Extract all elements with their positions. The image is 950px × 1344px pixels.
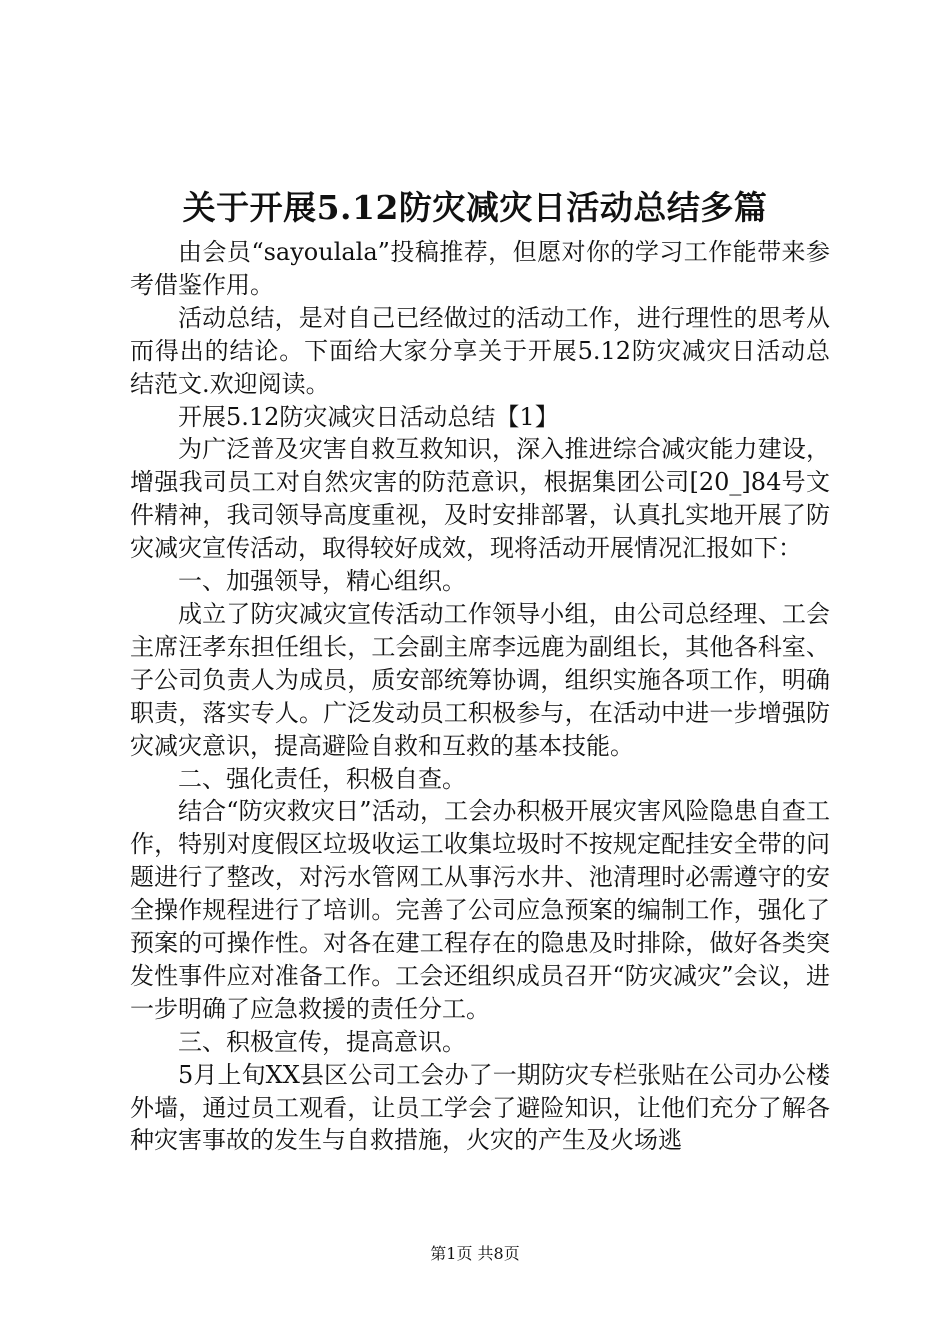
subheading-publicity: 三、积极宣传，提高意识。 [178,1027,466,1056]
subheading-leadership: 一、加强领导，精心组织。 [178,567,466,596]
paragraph-background: 为广泛普及灾害自救互救知识，深入推进综合减灾能力建设，增强我司员工对自然灾害的防范意识，根据集团公司[20_]84号文件精神，我司领导高度重视，及时安排部署，认真扎实地开展了防灾减灾宣传活动，取得较好成效，现将活动开展情况汇报如下： [130,435,830,563]
page-number: 第1页 共8页 [430,1244,520,1263]
section-heading-1: 开展5.12防灾减灾日活动总结【1】 [178,402,559,431]
paragraph-intro: 由会员“sayoulala”投稿推荐，但愿对你的学习工作能带来参考借鉴作用。 [130,238,830,299]
paragraph-summary-definition: 活动总结，是对自己已经做过的活动工作，进行理性的思考从而得出的结论。下面给大家分享关于开展5.12防灾减灾日活动总结范文.欢迎阅读。 [130,303,830,398]
paragraph-publicity: 5月上旬XX县区公司工会办了一期防灾专栏张贴在公司办公楼外墙，通过员工观看，让员工学会了避险知识，让他们充分了解各种灾害事故的发生与自救措施，火灾的产生及火场逃 [130,1060,830,1155]
paragraph-leadership: 成立了防灾减灾宣传活动工作领导小组，由公司总经理、工会主席汪孝东担任组长，工会副主席李远鹿为副组长，其他各科室、子公司负责人为成员，质安部统筹协调，组织实施各项工作，明确职责，落实专人。广泛发动员工积极参与，在活动中进一步增强防灾减灾意识，提高避险自救和互救的基本技能。 [130,599,830,760]
document-title: 关于开展5.12防灾减灾日活动总结多篇 [182,188,768,227]
subheading-responsibility: 二、强化责任，积极自查。 [178,764,466,793]
document-body [130,236,830,1157]
paragraph-responsibility: 结合“防灾救灾日”活动，工会办积极开展灾害风险隐患自查工作，特别对度假区垃圾收运工收集垃圾时不按规定配挂安全带的问题进行了整改，对污水管网工从事污水井、池清理时必需遵守的安全操作规程进行了培训。完善了公司应急预案的编制工作，强化了预案的可操作性。对各在建工程存在的隐患及时排除，做好各类突发性事件应对准备工作。工会还组织成员召开“防灾减灾”会议，进一步明确了应急救援的责任分工。 [130,797,830,1023]
